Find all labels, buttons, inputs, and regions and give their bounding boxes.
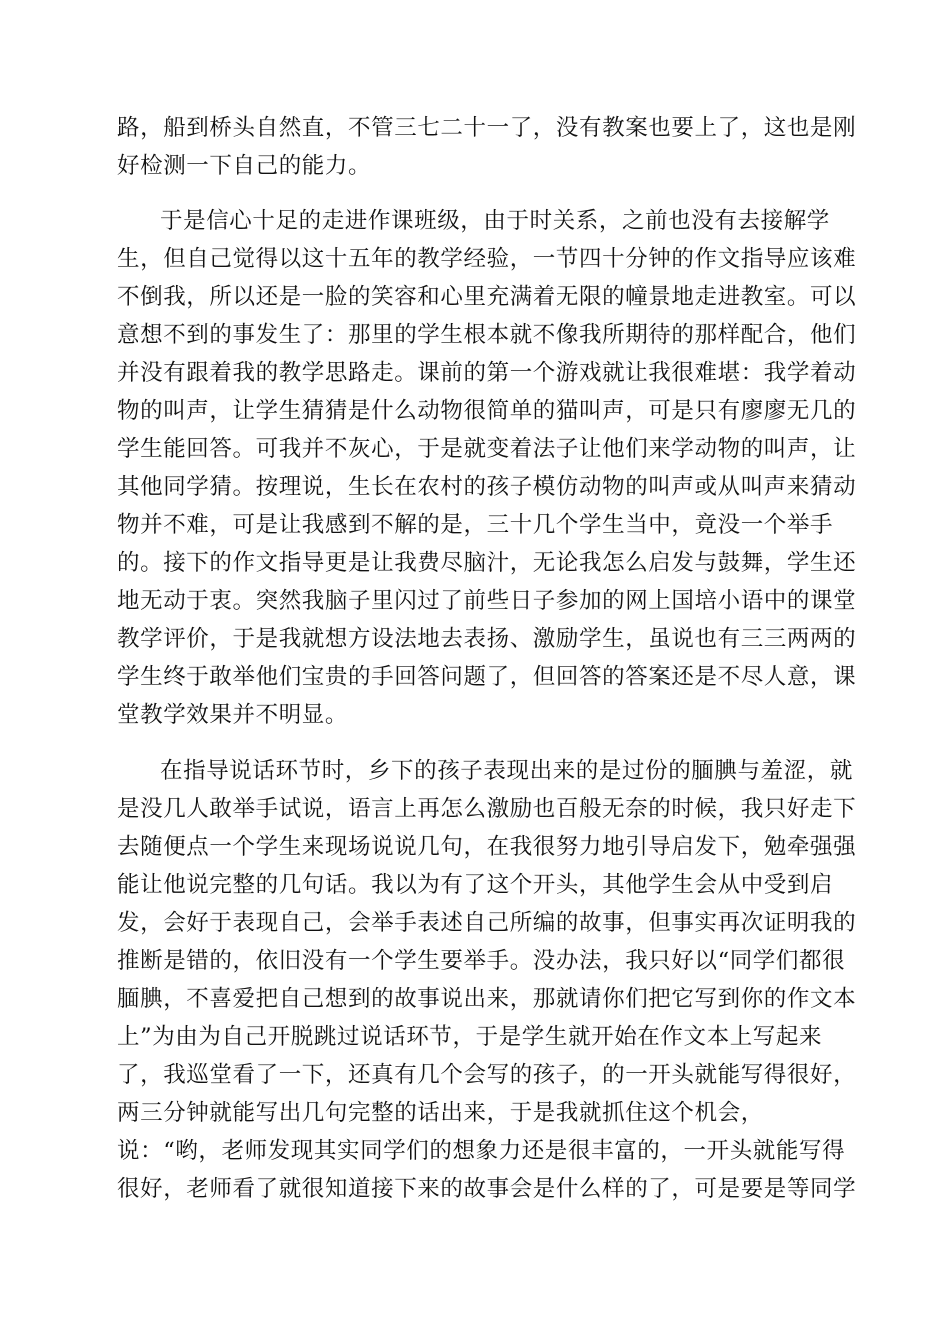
paragraph-2-line-10: 的。接下的作文指导更是让我费尽脑汁，无论我怎么启发与鼓舞，学生还 — [117, 550, 857, 576]
paragraph-2-line-3: 不倒我，所以还是一脸的笑容和心里充满着无限的幢景地走进教室。可以 — [117, 284, 857, 310]
paragraph-1-line-2: 好检测一下自己的能力。 — [117, 153, 372, 179]
paragraph-3-line-7: 腼腆，不喜爱把自己想到的故事说出来，那就请你们把它写到你的作文本 — [117, 986, 857, 1012]
paragraph-2-line-9: 物并不难，可是让我感到不解的是，三十几个学生当中，竟没一个举手 — [117, 512, 834, 538]
paragraph-3-line-11: 说：“哟，老师发现其实同学们的想象力还是很丰富的，一开头就能写得 — [117, 1138, 846, 1164]
paragraph-3-line-6: 推断是错的，依旧没有一个学生要举手。没办法，我只好以“同学们都很 — [117, 948, 846, 974]
paragraph-2-line-7: 学生能回答。可我并不灰心，于是就变着法子让他们来学动物的叫声，让 — [117, 436, 857, 462]
paragraph-2-line-11: 地无动于衷。突然我脑子里闪过了前些日子参加的网上国培小语中的课堂 — [117, 588, 857, 614]
paragraph-2-line-12: 教学评价，于是我就想方设法地去表扬、激励学生，虽说也有三三两两的 — [117, 626, 857, 652]
paragraph-3-line-5: 发，会好于表现自己，会举手表述自己所编的故事，但事实再次证明我的 — [117, 910, 857, 936]
paragraph-2-line-5: 并没有跟着我的教学思路走。课前的第一个游戏就让我很难堪：我学着动 — [117, 360, 857, 386]
paragraph-3-line-4: 能让他说完整的几句话。我以为有了这个开头，其他学生会从中受到启 — [117, 872, 834, 898]
paragraph-2-line-4: 意想不到的事发生了：那里的学生根本就不像我所期待的那样配合，他们 — [117, 322, 857, 348]
paragraph-2-line-8: 其他同学猜。按理说，生长在农村的孩子模仿动物的叫声或从叫声来猜动 — [117, 474, 857, 500]
paragraph-2-line-2: 生，但自己觉得以这十五年的教学经验，一节四十分钟的作文指导应该难 — [117, 246, 857, 272]
paragraph-3-line-1: 在指导说话环节时，乡下的孩子表现出来的是过份的腼腆与羞涩，就 — [160, 758, 854, 784]
paragraph-3-line-2: 是没几人敢举手试说，语言上再怎么激励也百般无奈的时候，我只好走下 — [117, 796, 857, 822]
paragraph-3-line-10: 两三分钟就能写出几句完整的话出来，于是我就抓住这个机会， — [117, 1100, 764, 1126]
paragraph-3-line-12: 很好，老师看了就很知道接下来的故事会是什么样的了，可是要是等同学 — [117, 1176, 857, 1202]
paragraph-2-line-13: 学生终于敢举他们宝贵的手回答问题了，但回答的答案还是不尽人意，课 — [117, 664, 857, 690]
paragraph-3-line-9: 了，我巡堂看了一下，还真有几个会写的孩子，的一开头就能写得很好， — [117, 1062, 857, 1088]
paragraph-2-line-1: 于是信心十足的走进作课班级，由于时关系，之前也没有去接解学 — [160, 208, 830, 234]
paragraph-1-line-1: 路，船到桥头自然直，不管三七二十一了，没有教案也要上了，这也是刚 — [117, 115, 857, 141]
paragraph-2-line-14: 堂教学效果并不明显。 — [117, 702, 349, 728]
paragraph-3-line-3: 去随便点一个学生来现场说说几句，在我很努力地引导启发下，勉牵强强 — [117, 834, 857, 860]
paragraph-3-line-8: 上”为由为自己开脱跳过说话环节，于是学生就开始在作文本上写起来 — [117, 1024, 823, 1050]
paragraph-2-line-6: 物的叫声，让学生猜猜是什么动物很简单的猫叫声，可是只有廖廖无几的 — [117, 398, 857, 424]
